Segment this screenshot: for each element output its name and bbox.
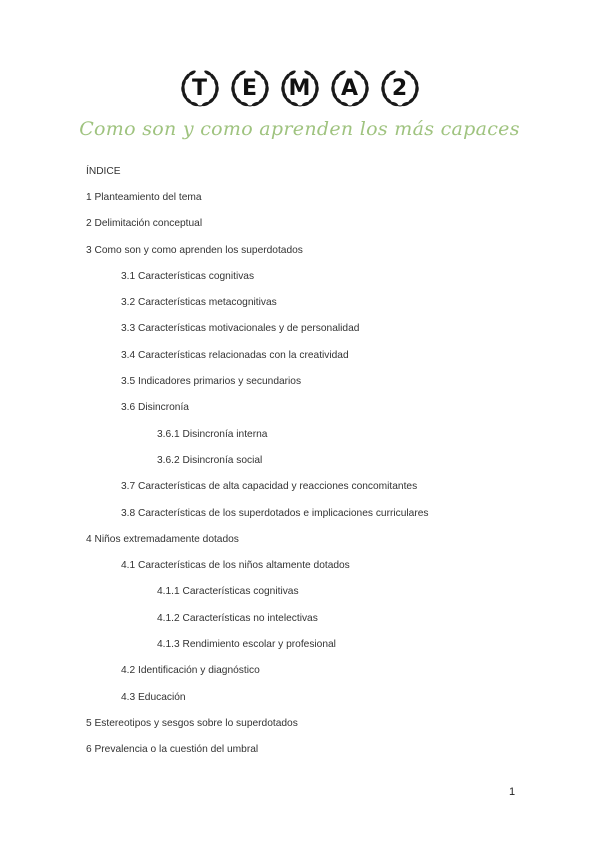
toc-heading: ÍNDICE	[86, 166, 121, 177]
toc-item: 4 Niños extremadamente dotados	[86, 533, 239, 545]
title-letter: 2	[391, 75, 408, 101]
toc-item: 4.3 Educación	[121, 691, 186, 703]
toc-item: 3.6.1 Disincronía interna	[157, 428, 268, 440]
toc-item: 4.2 Identificación y diagnóstico	[121, 665, 260, 677]
toc-item: 3.8 Características de los superdotados e implicaciones curriculares	[121, 507, 429, 519]
toc-item: 3.5 Indicadores primarios y secundarios	[121, 376, 302, 388]
title-letter-wreath	[226, 66, 274, 110]
toc-item: 3.4 Características relacionadas con la creatividad	[121, 349, 349, 361]
toc-item: 4.1.3 Rendimiento escolar y profesional	[157, 639, 336, 651]
toc-item: 3.3 Características motivacionales y de personalidad	[121, 323, 360, 335]
toc-item: 3.1 Características cognitivas	[121, 270, 255, 282]
title-letter: A	[340, 75, 359, 101]
title-letter: E	[241, 75, 258, 101]
title-letter-wreath	[376, 66, 424, 110]
toc-item: 2 Delimitación conceptual	[86, 218, 203, 230]
subtitle: Como son y como aprenden los más capaces	[79, 118, 520, 140]
toc-item: 3.6 Disincronía	[121, 402, 189, 414]
title-letter: T	[191, 75, 207, 101]
title-letter: M	[288, 75, 311, 101]
title-banner	[0, 66, 599, 110]
title-letter-wreath	[176, 66, 224, 110]
toc-item: 5 Estereotipos y sesgos sobre lo superdotados	[86, 717, 298, 729]
toc-item: 3.7 Características de alta capacidad y reacciones concomitantes	[121, 481, 418, 493]
toc-item: 3.6.2 Disincronía social	[157, 454, 263, 466]
table-of-contents	[86, 162, 556, 767]
toc-item: 3 Como son y como aprenden los superdotados	[86, 244, 303, 256]
toc-item: 4.1.2 Características no intelectivas	[157, 612, 318, 624]
title-letter-wreath	[326, 66, 374, 110]
toc-item: 1 Planteamiento del tema	[86, 192, 202, 203]
title-letter-wreath	[276, 66, 324, 110]
page-number: 1	[509, 786, 516, 798]
toc-item: 3.2 Características metacognitivas	[121, 297, 277, 309]
toc-item: 4.1.1 Características cognitivas	[157, 586, 299, 598]
toc-item: 4.1 Características de los niños altamente dotados	[121, 560, 350, 572]
toc-item: 6 Prevalencia o la cuestión del umbral	[86, 744, 259, 756]
